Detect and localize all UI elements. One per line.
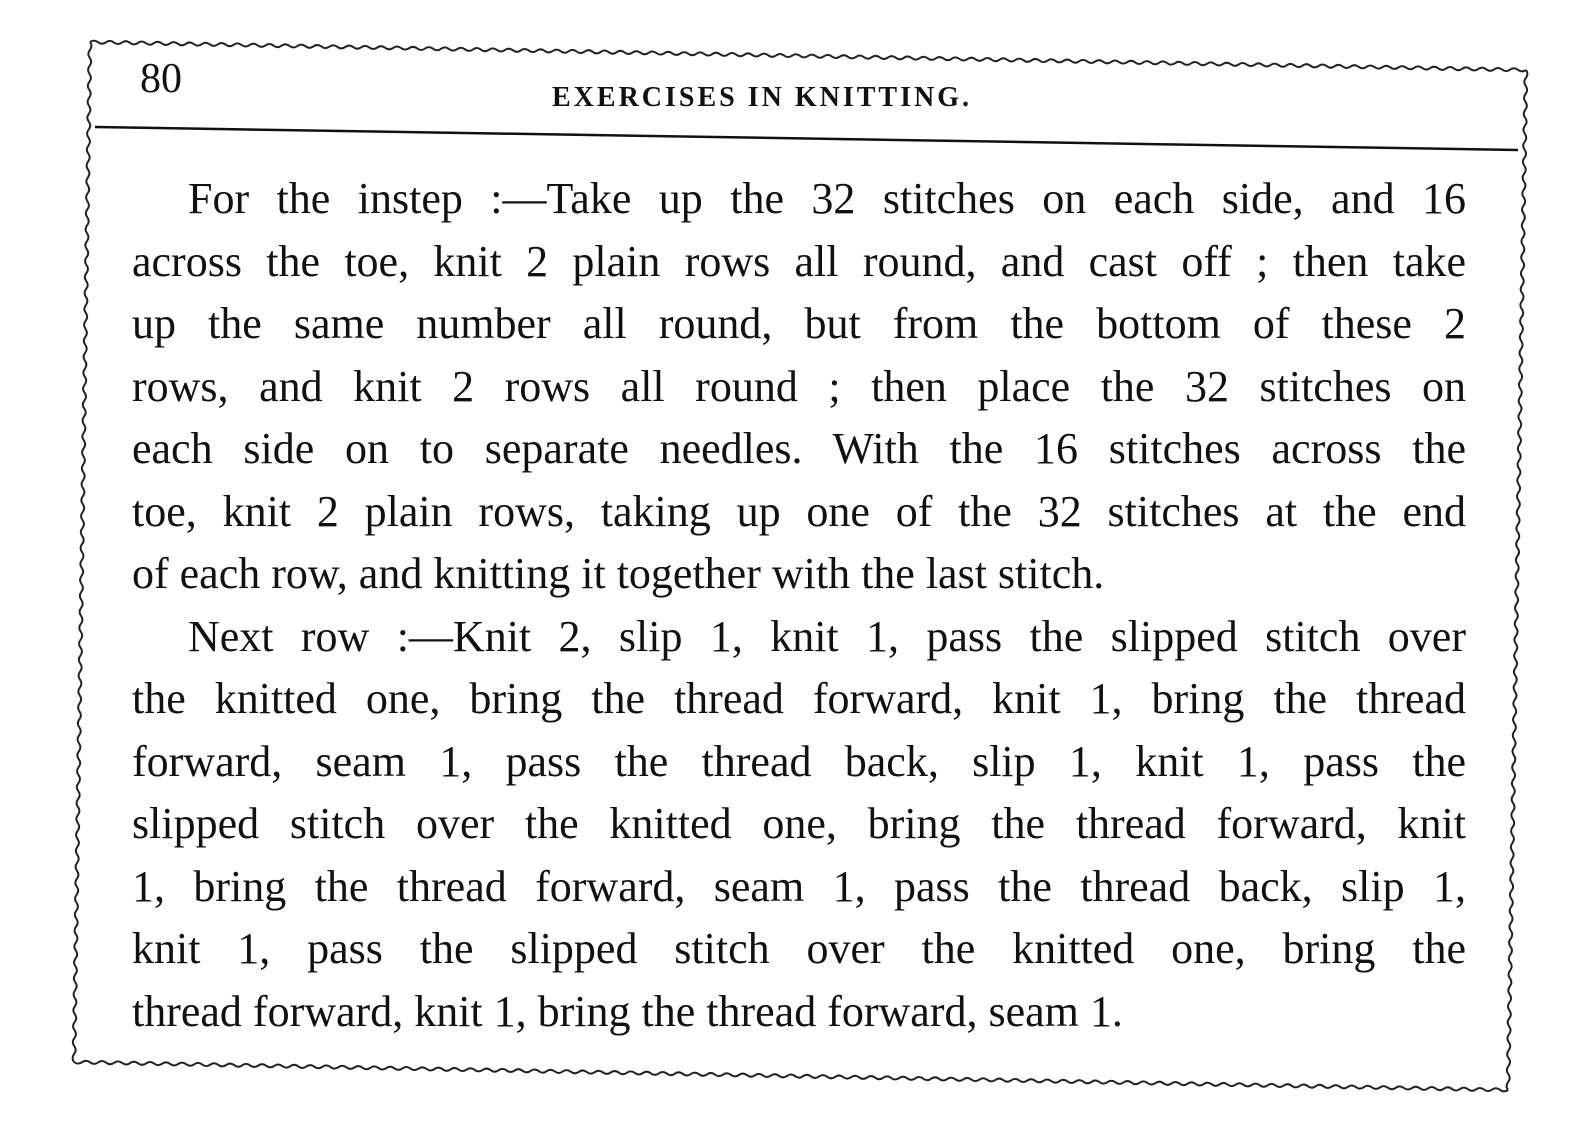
text-line: For the instep :—Take up the 32 stitches on each side, and 16 [188, 174, 1466, 223]
text-line: thread forward, knit 1, bring the thread forward, seam 1. [132, 986, 1123, 1036]
border-left-wavy [73, 42, 92, 1062]
border-right-wavy [1507, 70, 1528, 1090]
text-line: each side on to separate needles. With the 16 stitches across the [132, 424, 1466, 473]
text-line: the knitted one, bring the thread forward, knit 1, bring the thread [132, 674, 1466, 723]
text-line: across the toe, knit 2 plain rows all round, and cast off ; then take [132, 236, 1466, 286]
header-rule [95, 127, 1518, 150]
body-text [132, 168, 1466, 1043]
border-top-wavy [90, 41, 1526, 72]
text-line: of each row, and knitting it together with the last stitch. [132, 549, 1105, 598]
page-number: 80 [140, 56, 182, 102]
text-line: Next row :—Knit 2, slip 1, knit 1, pass the slipped stitch over [188, 611, 1466, 661]
text-line: up the same number all round, but from the bottom of these 2 [132, 299, 1466, 348]
paragraph-next-row [132, 606, 1466, 1044]
text-line: rows, and knit 2 rows all round ; then place the 32 stitches on [132, 361, 1466, 411]
text-line: slipped stitch over the knitted one, bring the thread forward, knit [132, 799, 1466, 848]
running-title: EXERCISES IN KNITTING. [552, 82, 972, 113]
text-line: knit 1, pass the slipped stitch over the knitted one, bring the [132, 924, 1466, 973]
text-line: 1, bring the thread forward, seam 1, pass the thread back, slip 1, [132, 861, 1466, 911]
text-line: forward, seam 1, pass the thread back, slip 1, knit 1, pass the [132, 736, 1466, 786]
text-line: toe, knit 2 plain rows, taking up one of the 32 stitches at the end [132, 486, 1466, 536]
border-bottom-wavy [74, 1061, 1508, 1092]
paragraph-instep [132, 168, 1466, 606]
